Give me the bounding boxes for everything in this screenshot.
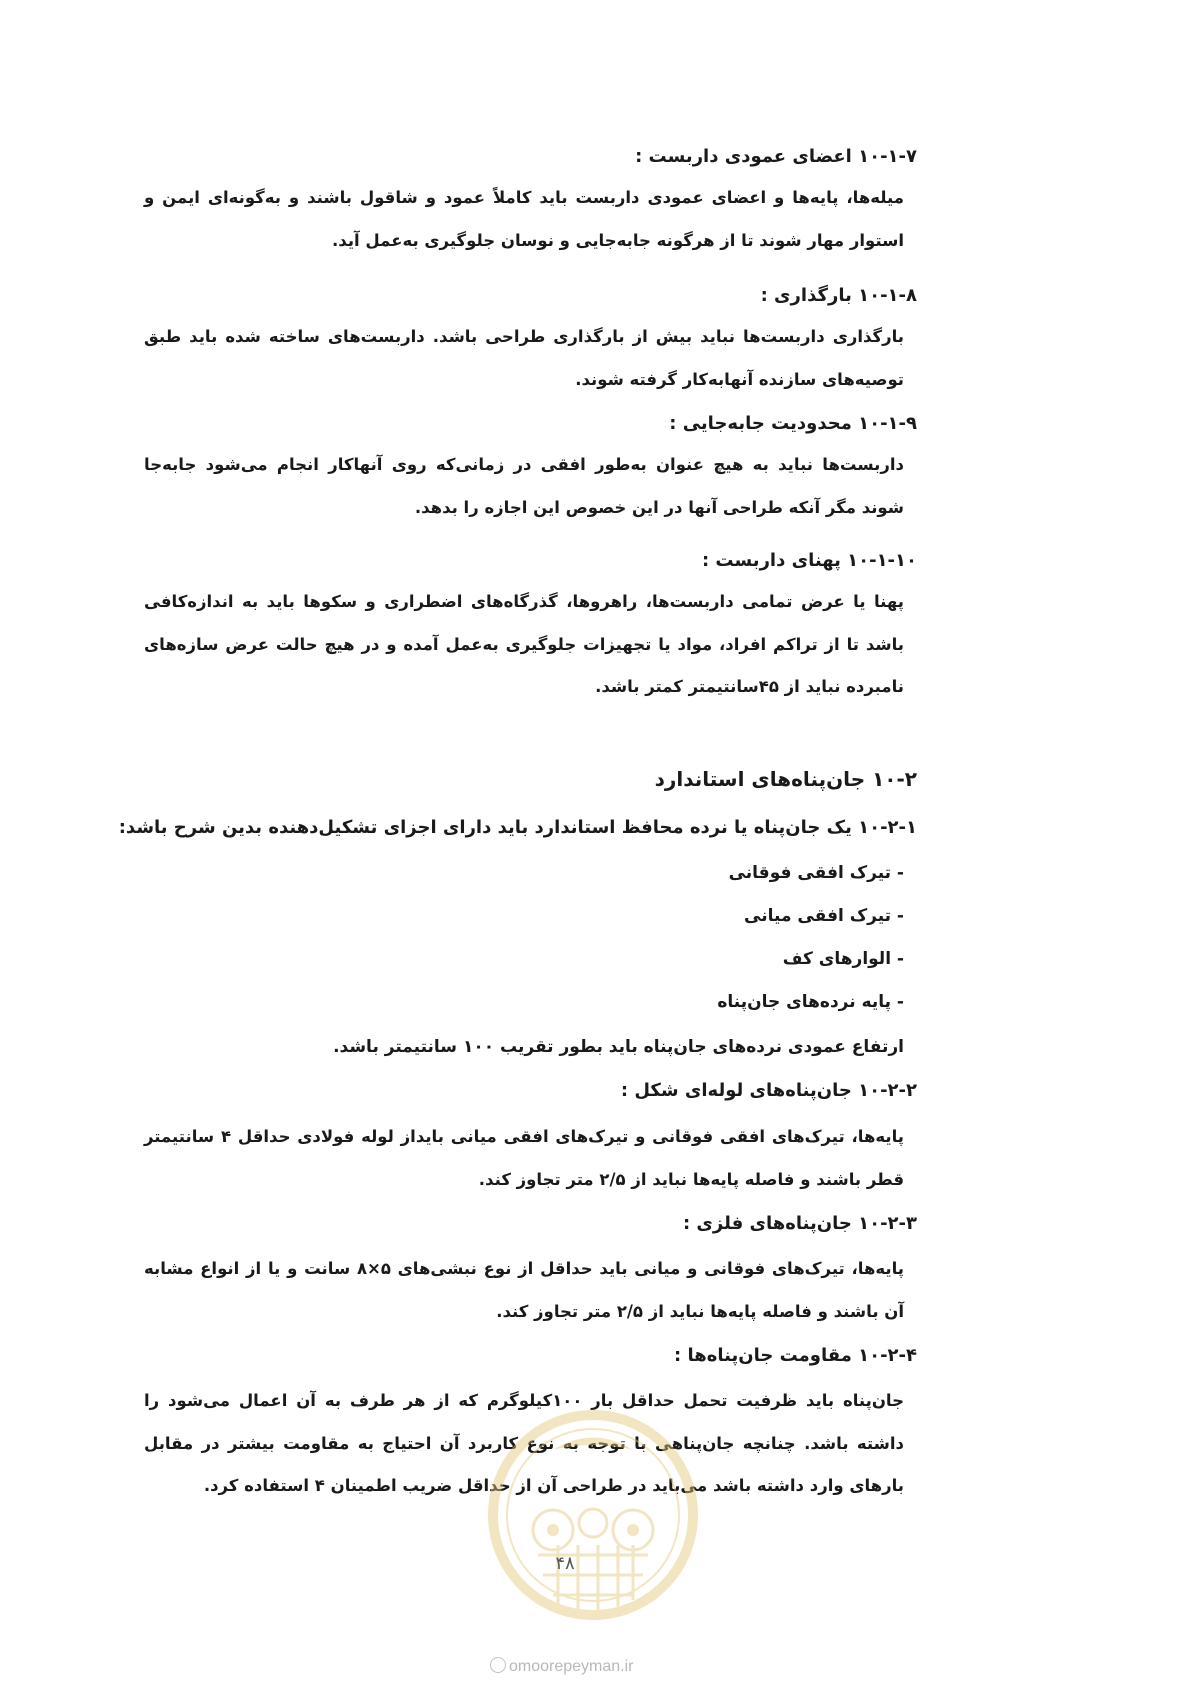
list-item: - تیرک افقی فوقانی [728, 863, 904, 883]
paragraph-10-1-10: پهنا یا عرض تمامی داربست‌ها، راهروها، گذرگاه‌های اضطراری و سکوها باید به اندازه‌کافی باشد تا از تراکم افراد، مواد یا تجهیزات جلوگیری به‌عمل آمده و در هیچ حالت عرض سازه‌های نامبرده نباید از ۴۵سانتیمتر کمتر باشد. [144, 592, 904, 697]
section-heading-10-1-9: ۱۰-۱-۹ محدودیت جابه‌جایی : [669, 413, 917, 434]
paragraph-10-2-4: جان‌پناه باید ظرفیت تحمل حداقل بار ۱۰۰کیلوگرم که از هر طرف به آن اعمال می‌شود را داشته باشد. چنانچه جان‌پناهی با توجه به نوع کاربرد آن احتیاج به مقاومت بیشتر در مقابل بارهای وارد داشته باشد می‌باید در طراحی آن از حداقل ضریب اطمینان ۴ استفاده کرد. [144, 1391, 904, 1496]
list-item: - تیرک افقی میانی [744, 906, 904, 926]
paragraph-10-1-9: داربست‌ها نباید به هیچ عنوان به‌طور افقی در زمانی‌که روی آنهاکار انجام می‌شود جابه‌جا شوند مگر آنکه طراحی آنها در این خصوص این اجازه را بدهد. [144, 455, 904, 517]
footer-website [490, 1657, 634, 1676]
section-heading-10-2: ۱۰-۲ جان‌پناه‌های استاندارد [654, 767, 917, 791]
section-heading-10-2-2: ۱۰-۲-۲ جان‌پناه‌های لوله‌ای شکل : [620, 1080, 917, 1101]
footer-url-text: omoorepeyman.ir [509, 1658, 634, 1675]
section-heading-10-2-1: ۱۰-۲-۱ یک جان‌پناه یا نرده محافظ استاندارد باید دارای اجزای تشکیل‌دهنده بدین شرح باشد: [118, 817, 917, 838]
paragraph-10-2-2: پایه‌ها، تیرک‌های افقی فوقانی و تیرک‌های افقی میانی بایداز لوله فولادی حداقل ۴ سانتیمتر قطر باشند و فاصله پایه‌ها نباید از ۲/۵ متر تجاوز کند. [144, 1127, 904, 1189]
paragraph-10-1-8: بارگذاری داربست‌ها نباید بیش از بارگذاری طراحی باشد. داربست‌های ساخته شده باید طبق توصیه‌های سازنده آنهابه‌کار گرفته شوند. [144, 327, 904, 389]
section-heading-10-2-3: ۱۰-۲-۳ جان‌پناه‌های فلزی : [682, 1213, 917, 1234]
watermark-seal-icon [483, 1405, 703, 1625]
section-heading-10-1-8: ۱۰-۱-۸ بارگذاری : [760, 285, 917, 306]
list-item: - الوارهای کف [782, 949, 904, 969]
paragraph-10-1-7: میله‌ها، پایه‌ها و اعضای عمودی داربست باید کاملاً عمود و شاقول باشند و به‌گونه‌ای ایمن و استوار مهار شوند تا از هرگونه جابه‌جایی و نوسان جلوگیری به‌عمل آید. [144, 188, 904, 250]
paragraph-10-2-3: پایه‌ها، تیرک‌های فوقانی و میانی باید حداقل از نوع نبشی‌های ۵×۸ سانت و یا از انواع مشابه آن باشند و فاصله پایه‌ها نباید از ۲/۵ متر تجاوز کند. [144, 1259, 904, 1321]
height-note: ارتفاع عمودی نرده‌های جان‌پناه باید بطور تقریب ۱۰۰ سانتیمتر باشد. [333, 1037, 904, 1057]
globe-icon [490, 1657, 506, 1673]
page-number: ۴۸ [555, 1553, 575, 1574]
section-heading-10-2-4: ۱۰-۲-۴ مقاومت جان‌پناه‌ها : [674, 1345, 917, 1366]
section-heading-10-1-7: ۱۰-۱-۷ اعضای عمودی داربست : [635, 146, 917, 167]
section-heading-10-1-10: ۱۰-۱-۱۰ پهنای داربست : [701, 550, 917, 571]
list-item: - پایه نرده‌های جان‌پناه [717, 992, 904, 1012]
